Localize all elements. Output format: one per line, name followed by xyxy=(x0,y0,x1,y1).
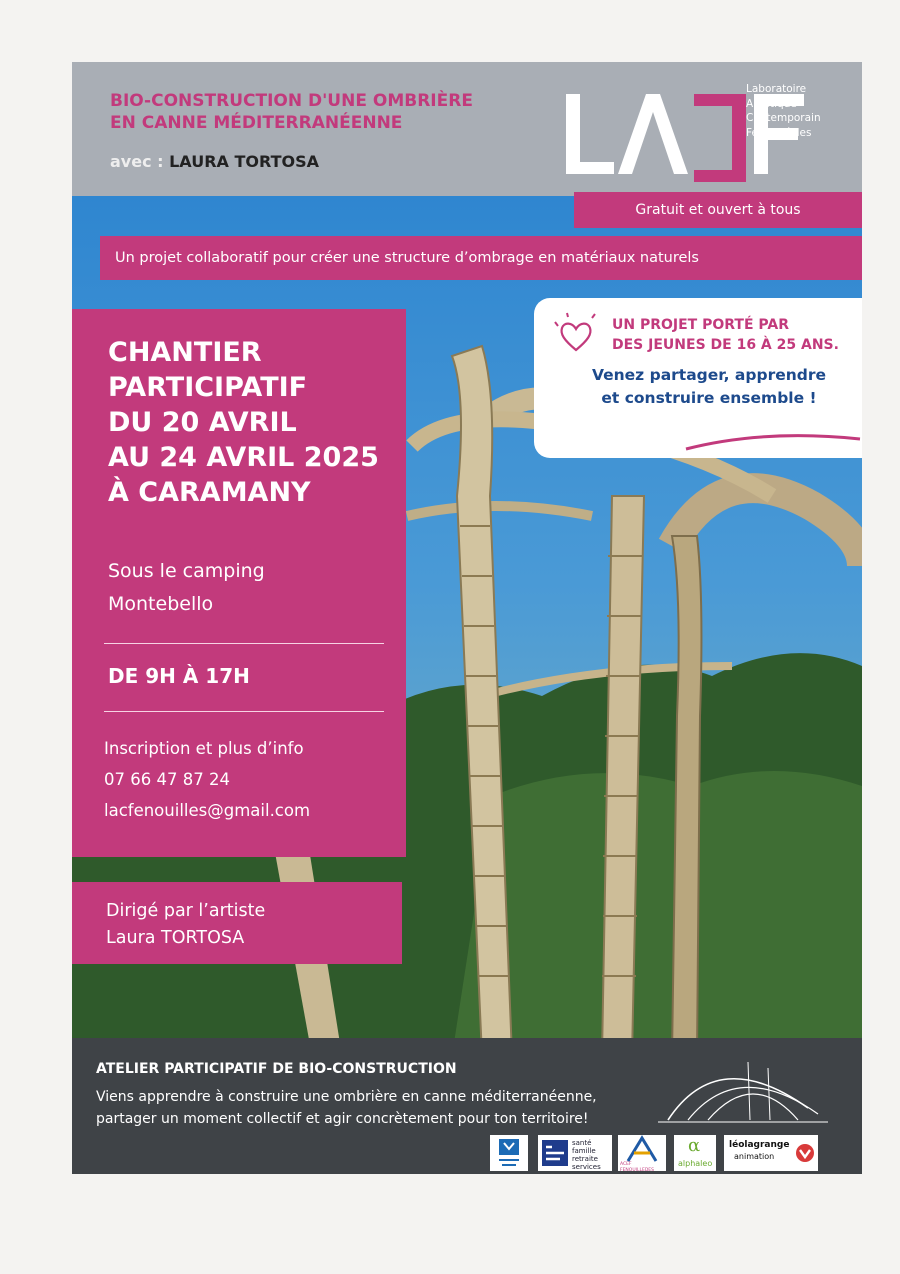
divider xyxy=(104,643,384,644)
artist-credit xyxy=(110,152,319,171)
poster xyxy=(72,62,862,1174)
msa-line: santé xyxy=(572,1139,592,1147)
dome-sketch-icon xyxy=(658,1048,828,1128)
footer-title: ATELIER PARTICIPATIF DE BIO-CONSTRUCTION xyxy=(96,1061,457,1077)
logo-subtitle xyxy=(746,82,821,140)
event-title-line: À CARAMANY xyxy=(108,477,311,508)
bubble-line2: DES JEUNES DE 16 À 25 ANS. xyxy=(612,337,839,353)
director-line1: Dirigé par l’artiste xyxy=(106,901,266,921)
avec-prefix: avec : xyxy=(110,152,164,171)
leolagrange-name: léolagrange xyxy=(729,1140,790,1150)
workshop-title-line2: EN CANNE MÉDITERRANÉENNE xyxy=(110,113,403,133)
bubble-line4: et construire ensemble ! xyxy=(601,389,817,407)
event-title-line: AU 24 AVRIL 2025 xyxy=(108,442,379,473)
artist-name: LAURA TORTOSA xyxy=(169,152,319,171)
event-hours: DE 9H À 17H xyxy=(108,664,250,688)
header xyxy=(72,62,862,196)
footer-text-line: Viens apprendre à construire une ombrière en canne méditerranéenne, xyxy=(96,1089,597,1105)
msa-line: services xyxy=(572,1163,601,1171)
logo-sub-line: Laboratoire xyxy=(746,83,807,95)
msa-logo xyxy=(538,1135,612,1171)
contact-phone[interactable]: 07 66 47 87 24 xyxy=(104,770,230,789)
msa-tagline xyxy=(572,1139,601,1171)
bubble-line3: Venez partager, apprendre xyxy=(591,366,827,384)
location-line: Sous le camping xyxy=(108,560,265,582)
event-title xyxy=(108,335,379,510)
contact-email[interactable]: lacfenouilles@gmail.com xyxy=(104,801,311,820)
msa-line: retraite xyxy=(572,1155,598,1163)
logo-sub-line: Artistique xyxy=(746,97,797,110)
workshop-title xyxy=(110,90,540,134)
region-logo xyxy=(490,1135,528,1171)
heart-icon xyxy=(554,312,598,356)
director-box xyxy=(72,882,402,964)
event-title-line: PARTICIPATIF xyxy=(108,372,308,403)
contact-title: Inscription et plus d’info xyxy=(104,739,304,758)
youth-project-bubble xyxy=(534,298,862,458)
bubble-blue-text xyxy=(564,364,854,410)
alphaleo-logo xyxy=(674,1135,716,1171)
bubble-pink-text xyxy=(612,315,857,355)
bubble-line1: UN PROJET PORTÉ PAR xyxy=(612,317,789,333)
footer xyxy=(72,1038,862,1174)
acef-label: ACEF FENOUILLEDES xyxy=(620,1162,654,1173)
leolagrange-logo xyxy=(724,1135,818,1171)
divider xyxy=(104,711,384,712)
footer-text-line: partager un moment collectif et agir concrètement pour ton territoire! xyxy=(96,1111,589,1127)
logo-sub-line: Contemporain xyxy=(746,112,821,124)
event-location xyxy=(108,555,265,621)
workshop-title-line1: BIO-CONSTRUCTION D'UNE OMBRIÈRE xyxy=(110,91,473,111)
acef-emblem-icon xyxy=(618,1135,666,1163)
region-emblem-icon xyxy=(490,1135,528,1171)
location-line: Montebello xyxy=(108,593,214,615)
svg-text:LACF: LACF xyxy=(564,78,567,79)
alphaleo-label: alphaleo xyxy=(678,1159,713,1168)
event-info-box xyxy=(72,309,406,857)
footer-text xyxy=(96,1086,656,1130)
acef-logo xyxy=(618,1135,666,1171)
event-title-line: DU 20 AVRIL xyxy=(108,407,297,438)
contact-info xyxy=(104,733,310,826)
director-line2: Laura TORTOSA xyxy=(106,928,245,948)
alpha-icon: α xyxy=(688,1135,701,1156)
msa-emblem-icon xyxy=(540,1135,570,1171)
swoosh-decoration xyxy=(684,415,862,455)
event-title-line: CHANTIER xyxy=(108,337,262,368)
logo-sub-line: Fenouillèdes xyxy=(746,126,812,139)
leolagrange-sub: animation xyxy=(734,1152,775,1161)
project-banner: Un projet collaboratif pour créer une structure d’ombrage en matériaux naturels xyxy=(100,236,862,280)
msa-line: famille xyxy=(572,1147,596,1155)
leolagrange-emblem-icon xyxy=(794,1142,816,1164)
free-banner: Gratuit et ouvert à tous xyxy=(574,192,862,228)
